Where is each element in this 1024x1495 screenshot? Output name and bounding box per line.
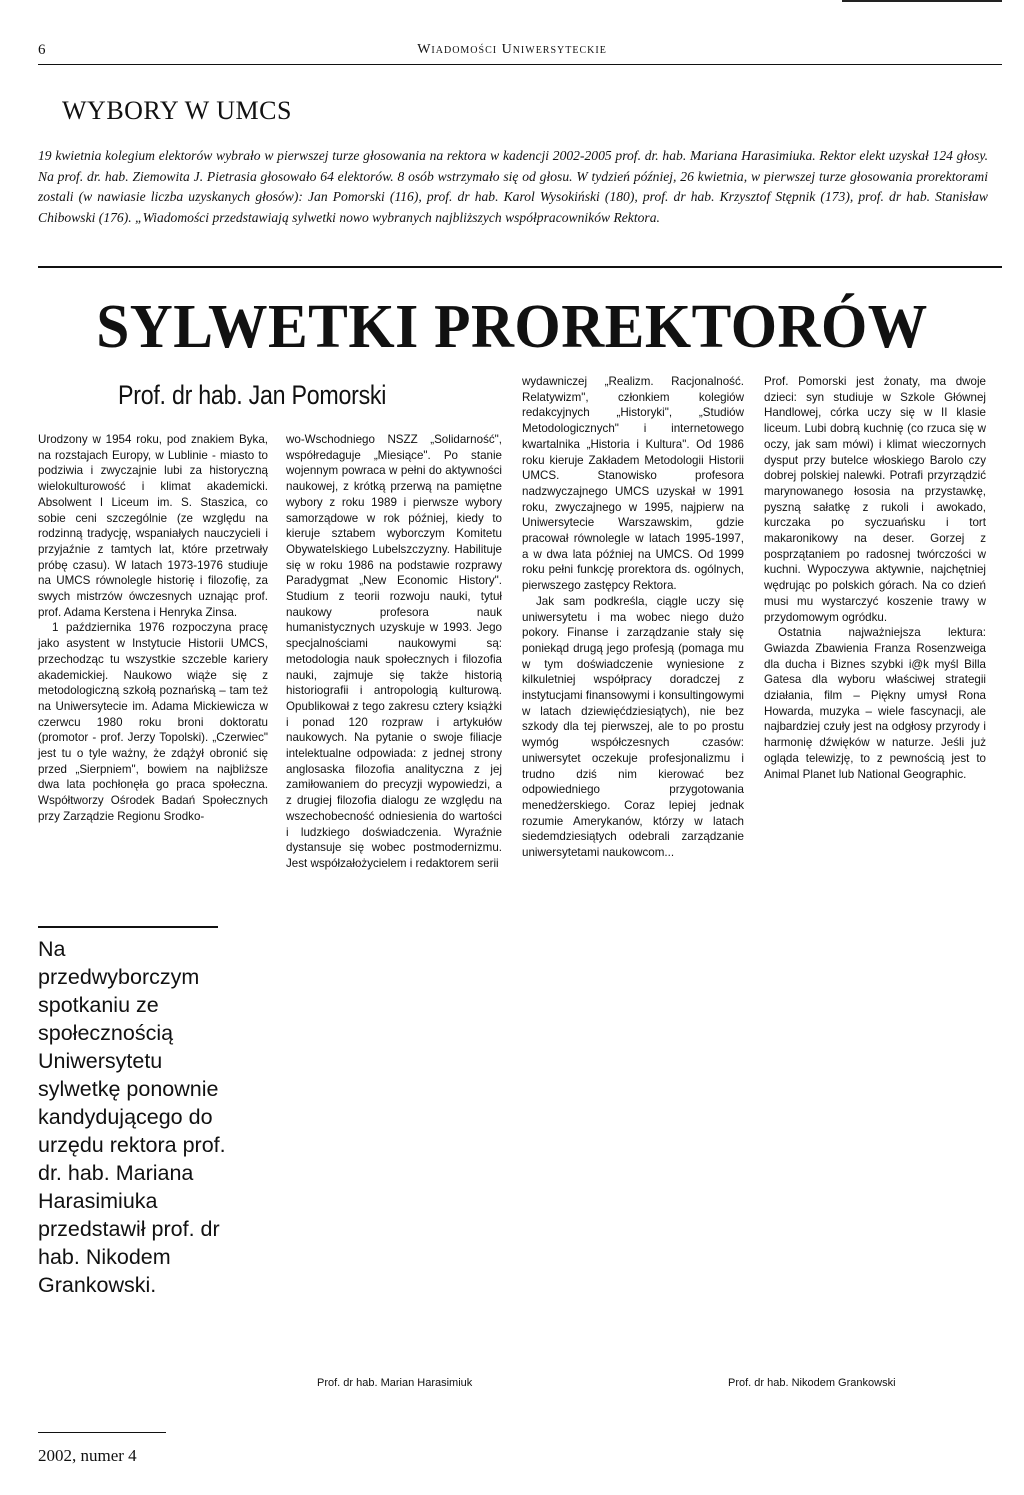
photo-caption-grankowski: Prof. dr hab. Nikodem Grankowski	[728, 1377, 896, 1389]
main-title: SYLWETKI PROREKTORÓW	[96, 293, 928, 361]
photo-caption-harasimiuk: Prof. dr hab. Marian Harasimiuk	[317, 1377, 473, 1389]
paragraph: Prof. Pomorski jest żonaty, ma dwoje dzieci: syn studiuje w Szkole Głównej Handlowej, córka uczy się w II klasie liceum. Lubi dobrą kuchnię (co rzuca się w oczy, jak sam mówi) i klimat wieczornych dysput przy butelce włoskiego Barolo czy dobrej polskiej nalewki. Potrafi przyrządzić marynowanego łososia na przystawkę, pyszną sałatkę z rukoli i awokado, kurczaka po syczuańsku i tort makaronikowy na deser. Gorzej z posprzątaniem po radosnej twórczości w kuchni. Wypoczywa aktywnie, najchętniej wędrując po polskich górach. Na co dzień musi mu wystarczyć koszenie trawy w przydomowym ogródku.	[764, 375, 986, 624]
issue-label: 2002, numer 4	[38, 1446, 137, 1465]
running-head: Wiadomości Uniwersyteckie	[417, 42, 607, 57]
sidebar-note: Na przedwyborczym spotkaniu ze społecznością Uniwersytetu sylwetkę ponownie kandydującego do urzędu rektora prof. dr. hab. Mariana Harasimiuka przedstawił prof. dr hab. Nikodem Grankowski.	[38, 937, 226, 1297]
lead-paragraph: 19 kwietnia kolegium elektorów wybrało w pierwszej turze głosowania na rektora w kadencji 2002-2005 prof. dr. hab. Mariana Harasimiuka. Rektor elekt uzyskał 124 głosy. Na prof. dr. hab. Ziemowita J. Pietrasia głosowało 64 elektorów. 8 osób wstrzymało się od głosu. W tydzień później, 26 kwietnia, w pierwszej turze głosowania prorektorami zostali (w nawiasie liczba uzyskanych głosów): Jan Pomorski (116), prof. dr hab. Karol Wysokiński (180), prof. dr hab. Krzysztof Stępnik (173), prof. dr hab. Stanisław Chibowski (176). „Wiadomości przedstawiają sylwetki nowo wybranych najbliższych współpracowników Rektora.	[38, 148, 988, 225]
article-column-2	[286, 432, 502, 872]
paragraph: Jak sam podkreśla, ciągle uczy się uniwersytetu i ma wobec niego dużo pokory. Finanse i zarządzanie stały się poniekąd drugą jego profesją (pomaga mu w tym doświadczenie wyniesione z kilkuletniej współpracy doradczej z instytucjami finansowymi i konsultingowymi w latach dziewięćdziesiątych), nie bez szkody dla tej pierwszej, ale to po prostu wymóg współczesnych czasów: uniwersytet oczekuje profesjonalizmu i trudno dziś nim kierować bez odpowiedniego przygotowania menedżerskiego. Coraz lepiej jednak rozumie Amerykanów, którzy w latach siedemdziesiątych odebrali zarządzanie uniwersytetami naukowcom...	[522, 594, 744, 860]
subject-name: Prof. dr hab. Jan Pomorski	[118, 380, 387, 410]
section-title: WYBORY W UMCS	[62, 96, 292, 125]
page-number: 6	[38, 42, 46, 58]
sidebar-rule	[38, 926, 218, 928]
paragraph: Urodzony w 1954 roku, pod znakiem Byka, na rozstajach Europy, w Lublinie - miasto to podziwia i zwyczajnie lubi za historyczną wielokulturowość i klimat akademicki. Absolwent I Liceum im. S. Staszica, co sobie ceni szczególnie (ze względu na rodzinną tradycję, wspaniałych nauczycieli i przyjaźnie z tamtych lat, które przetrwały próbę czasu). W latach 1973-1976 studiuje na UMCS równolegle historię i filozofię, za swych mistrzów ówczesnych uznając prof. prof. Adama Kerstena i Henryka Zinsa.	[38, 433, 268, 619]
header-rule	[38, 64, 1002, 65]
article-column-4	[764, 374, 986, 782]
paragraph: wydawniczej „Realizm. Racjonalność. Relatywizm", członkiem kolegiów redakcyjnych „Historyki", „Studiów Metodologicznych" i internetowego kwartalnika „Historia i Kultura". Od 1986 roku kieruje Zakładem Metodologii Historii UMCS. Stanowisko profesora nadzwyczajnego UMCS uzyskał w 1991 roku, zwyczajnego w 1995, najpierw na Uniwersytecie Warszawskim, gdzie pracował równolegle w latach 1995-1997, a w dwa lata później na UMCS. Od 1999 roku pełni funkcję prorektora ds. ogólnych, pierwszego zastępcy Rektora.	[522, 375, 744, 593]
section-divider	[38, 266, 1002, 268]
footer-rule	[38, 1432, 166, 1433]
top-edge-rule	[842, 0, 1002, 2]
article-column-1	[38, 432, 268, 825]
article-column-3	[522, 374, 744, 861]
paragraph: wo-Wschodniego NSZZ „Solidarność", współredaguje „Miesiące". Po stanie wojennym powraca w pełni do aktywności naukowej, z krótką przerwą na pamiętne wybory z roku 1989 i pierwsze wybory samorządowe w rok później, kiedy to kieruje sztabem wyborczym Komitetu Obywatelskiego Lubelszczyzny. Habilituje się w roku 1986 na podstawie rozprawy Paradygmat „New Economic History". Studium z teorii rozwoju nauki, tytuł naukowy profesora nauk humanistycznych uzyskuje w 1993. Jego specjalnościami naukowymi są: metodologia nauk społecznych i filozofia nauki, zajmuje się także historią historiografii i antropologią kulturową. Opublikował z tego zakresu cztery książki i ponad 120 rozpraw i artykułów naukowych. Na pytanie o swoje filiacje intelektualne odpowiada: z jednej strony anglosaska filozofia analityczna z jej zamiłowaniem do precyzji wypowiedzi, a z drugiej filozofia dialogu ze względu na wszechobecność odniesienia do wartości i ludzkiego doświadczenia. Wyraźnie dystansuje się wobec postmodernizmu. Jest współzałożycielem i redaktorem serii	[286, 433, 502, 870]
paragraph: Ostatnia najważniejsza lektura: Gwiazda Zbawienia Franza Rosenzweiga dla ducha i Biznes szybki i@k myśl Billa Gatesa dla wyboru właściwej strategii działania, film – Piękny umysł Rona Howarda, muzyka – wiele fascynacji, ale najbardziej czuły jest na odgłosy przyrody i harmonię dźwięków w naturze. Jeśli już ogląda telewizję, to z pewnością jest to Animal Planet lub National Geographic.	[764, 626, 986, 781]
paragraph: 1 października 1976 rozpoczyna pracę jako asystent w Instytucie Historii UMCS, przechodząc tu wszystkie szczeble kariery akademickiej. Naukowo wiąże się z metodologiczną szkołą poznańską – tam też na Uniwersytecie im. Adama Mickiewicza w czerwcu 1980 roku broni doktoratu (promotor - prof. Jerzy Topolski). „Czerwiec" jest tu o tyle ważny, że zdążył obronić się przed „Sierpniem", bowiem na najbliższe dwa lata pochłonęła go praca społeczna. Współtworzy Ośrodek Badań Społecznych przy Zarządzie Regionu Srodko-	[38, 621, 268, 823]
